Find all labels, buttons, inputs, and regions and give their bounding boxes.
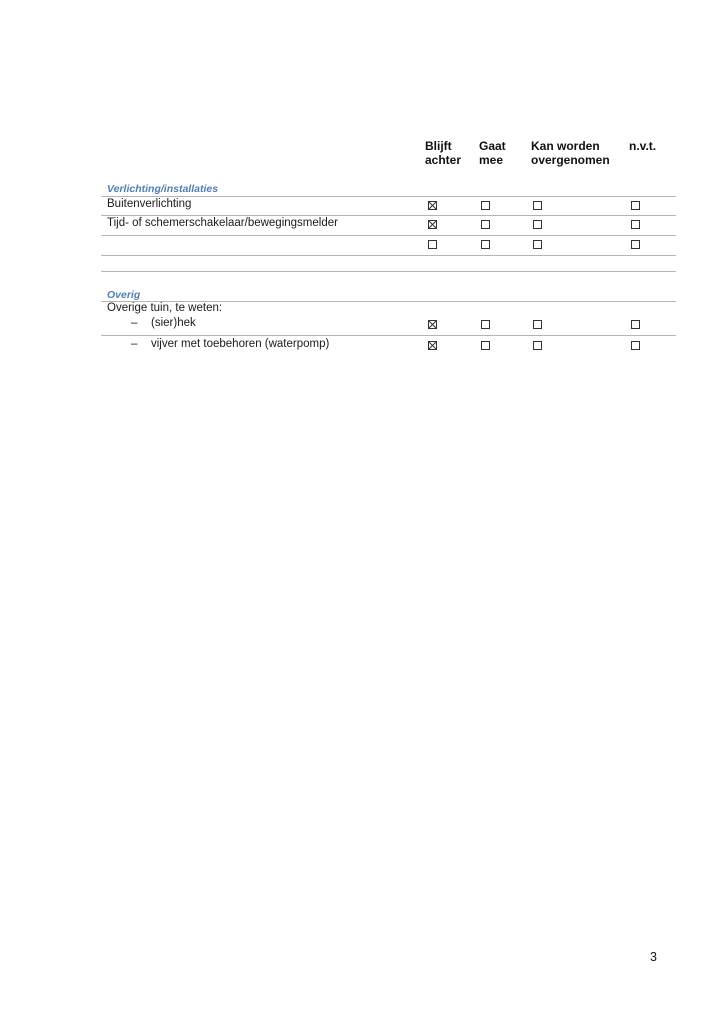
cross-mark-icon: [429, 221, 436, 228]
divider: [101, 255, 676, 256]
checkbox-nvt-unchecked[interactable]: [631, 201, 640, 210]
column-header-line: mee: [479, 153, 504, 167]
checkbox-kan-worden-overgenomen-unchecked[interactable]: [533, 240, 542, 249]
divider: [101, 271, 676, 272]
column-header-line: Blijft: [425, 139, 452, 153]
divider: [101, 335, 676, 336]
column-header-line: n.v.t.: [629, 139, 657, 153]
checkbox-blijft-achter-unchecked[interactable]: [428, 240, 437, 249]
column-header-blijft-achter: [425, 139, 461, 167]
checkbox-gaat-mee-unchecked[interactable]: [481, 320, 490, 329]
checkbox-gaat-mee-unchecked[interactable]: [481, 240, 490, 249]
checkbox-gaat-mee-unchecked[interactable]: [481, 220, 490, 229]
page-number: 3: [650, 950, 657, 964]
list-dash: –: [131, 338, 138, 350]
section-title-overig: Overig: [107, 289, 141, 301]
column-header-line: achter: [425, 153, 462, 167]
row-label-sierhek: [131, 317, 196, 330]
cross-mark-icon: [429, 342, 436, 349]
row-label-buitenverlichting: Buitenverlichting: [107, 198, 192, 210]
divider: [101, 196, 676, 197]
checkbox-nvt-unchecked[interactable]: [631, 240, 640, 249]
checkbox-blijft-achter-checked[interactable]: [428, 341, 437, 350]
checkbox-gaat-mee-unchecked[interactable]: [481, 201, 490, 210]
checkbox-kan-worden-overgenomen-unchecked[interactable]: [533, 320, 542, 329]
checkbox-kan-worden-overgenomen-unchecked[interactable]: [533, 201, 542, 210]
column-header-line: Gaat: [479, 139, 506, 153]
list-dash: –: [131, 317, 138, 329]
section-title-verlichting: Verlichting/installaties: [107, 183, 219, 195]
column-header-nvt: [629, 139, 656, 153]
column-header-kan-worden-overgenomen: [531, 139, 610, 167]
row-label-tijd-schemerschakelaar: Tijd- of schemerschakelaar/bewegingsmelder: [107, 217, 338, 229]
checkbox-blijft-achter-checked[interactable]: [428, 201, 437, 210]
checkbox-gaat-mee-unchecked[interactable]: [481, 341, 490, 350]
divider: [101, 215, 676, 216]
checkbox-nvt-unchecked[interactable]: [631, 320, 640, 329]
column-header-line: overgenomen: [531, 153, 610, 167]
row-label-overige-tuin: Overige tuin, te weten:: [107, 302, 223, 314]
cross-mark-icon: [429, 202, 436, 209]
checkbox-kan-worden-overgenomen-unchecked[interactable]: [533, 220, 542, 229]
checkbox-nvt-unchecked[interactable]: [631, 220, 640, 229]
checkbox-blijft-achter-checked[interactable]: [428, 320, 437, 329]
row-label-text: (sier)hek: [151, 317, 196, 329]
column-header-gaat-mee: [479, 139, 506, 167]
checkbox-nvt-unchecked[interactable]: [631, 341, 640, 350]
checkbox-blijft-achter-checked[interactable]: [428, 220, 437, 229]
column-header-line: Kan worden: [531, 139, 600, 153]
divider: [101, 235, 676, 236]
row-label-text: vijver met toebehoren (waterpomp): [151, 338, 330, 350]
row-label-vijver: [131, 338, 329, 351]
cross-mark-icon: [429, 321, 436, 328]
checkbox-kan-worden-overgenomen-unchecked[interactable]: [533, 341, 542, 350]
